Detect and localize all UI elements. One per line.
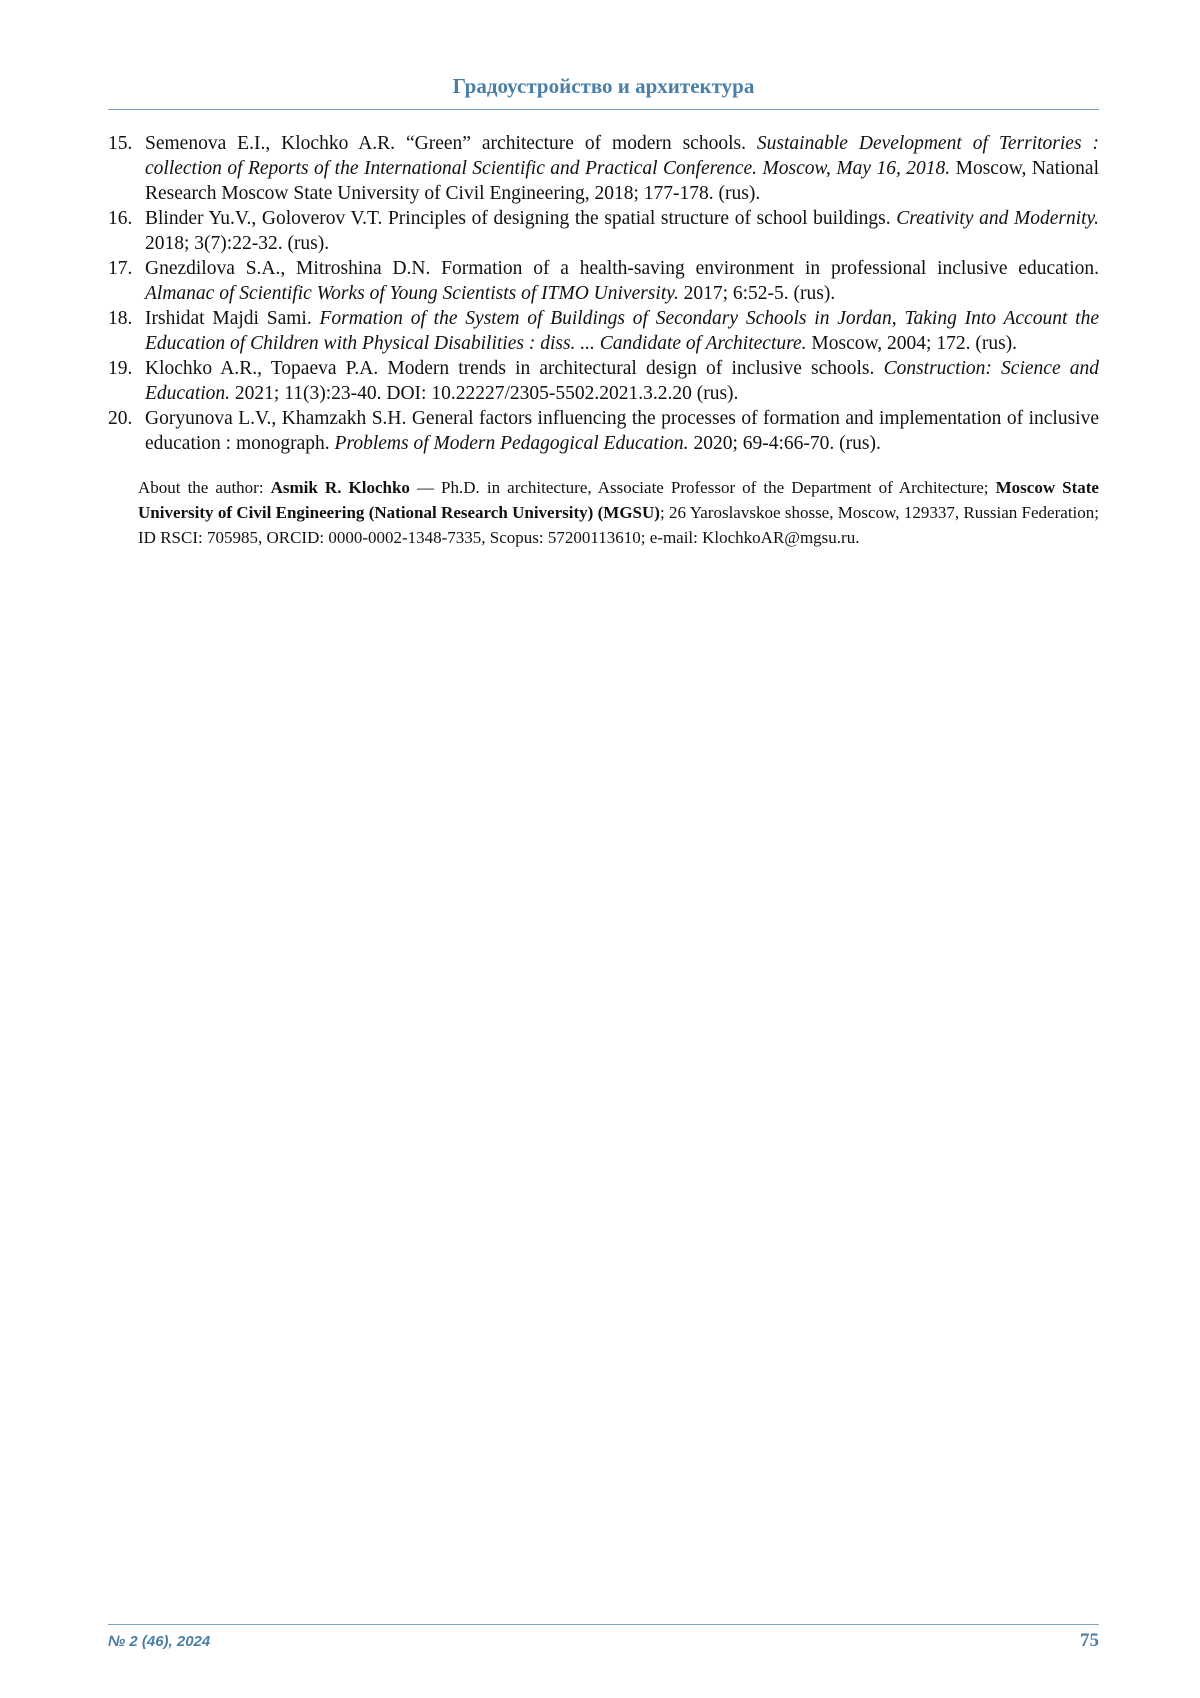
reference-item xyxy=(108,356,1099,406)
reference-text xyxy=(145,356,1099,406)
author-details: ; 26 Yaroslavskoe shosse, Moscow, 129337, Russian Federation; ID RSCI: 705985, ORCID: 0000-0002-1348-7335, Scopus: 57200113610; e-mail: KlochkoAR@mgsu.ru. xyxy=(138,503,1099,547)
reference-number: 19. xyxy=(108,358,133,379)
reference-number: 18. xyxy=(108,308,133,329)
reference-list xyxy=(108,131,1099,456)
page-number: 75 xyxy=(1080,1630,1099,1651)
header-divider xyxy=(108,109,1099,110)
reference-segment: Moscow, 2004; 172. (rus). xyxy=(806,333,1018,354)
author-role: — Ph.D. in architecture, Associate Professor of the Department of Architecture; xyxy=(409,478,996,497)
running-header: Градоустройство и архитектура xyxy=(452,74,755,98)
reference-text xyxy=(145,256,1099,306)
reference-segment: Goryunova L.V., Khamzakh S.H. General factors influencing the processes of formation and implementation of inclusive education : monograph. xyxy=(145,408,1099,454)
reference-segment: 2021; 11(3):23-40. DOI: 10.22227/2305-5502.2021.3.2.20 (rus). xyxy=(230,383,739,404)
author-name: Asmik R. Klochko xyxy=(270,478,410,497)
issue-number: № 2 (46), 2024 xyxy=(108,1633,211,1650)
reference-source-title: Construction: Science and Education. xyxy=(145,358,1100,404)
reference-segment: Blinder Yu.V., Goloverov V.T. Principles of designing the spatial structure of school buildings. xyxy=(145,208,897,229)
reference-number: 15. xyxy=(108,133,133,154)
reference-item xyxy=(108,206,1099,256)
reference-text xyxy=(145,406,1099,456)
reference-source-title: Problems of Modern Pedagogical Education. xyxy=(334,433,689,454)
reference-item xyxy=(108,406,1099,456)
reference-number: 20. xyxy=(108,408,133,429)
footer-divider xyxy=(108,1624,1099,1625)
reference-segment: 2017; 6:52-5. (rus). xyxy=(678,283,836,304)
reference-text xyxy=(145,306,1099,356)
reference-segment: Moscow, National Research Moscow State University of Civil Engineering, 2018; 177-178. (rus). xyxy=(145,158,1099,204)
reference-text xyxy=(145,206,1099,256)
reference-source-title: Sustainable Development of Territories : collection of Reports of the International Scientific and Practical Conference. Moscow, May 16, 2018. xyxy=(145,133,1099,179)
reference-text xyxy=(145,131,1099,206)
reference-item xyxy=(108,306,1099,356)
reference-segment: Semenova E.I., Klochko A.R. “Green” architecture of modern schools. xyxy=(145,133,757,154)
reference-segment: Gnezdilova S.A., Mitroshina D.N. Formation of a health-saving environment in professional inclusive education. xyxy=(145,258,1099,279)
reference-item xyxy=(108,256,1099,306)
reference-number: 17. xyxy=(108,258,133,279)
reference-item xyxy=(108,131,1099,206)
author-prefix: About the author: xyxy=(138,478,271,497)
reference-segment: 2020; 69-4:66-70. (rus). xyxy=(688,433,881,454)
reference-source-title: Formation of the System of Buildings of Secondary Schools in Jordan, Taking Into Account the Education of Children with Physical Disabilities : diss. ... Candidate of Architecture. xyxy=(145,308,1099,354)
author-info xyxy=(138,475,1099,550)
reference-segment: 2018; 3(7):22-32. (rus). xyxy=(145,233,330,254)
reference-number: 16. xyxy=(108,208,133,229)
author-organization: Moscow State University of Civil Engineering (National Research University) (MGSU) xyxy=(138,478,1099,522)
reference-segment: Irshidat Majdi Sami. xyxy=(145,308,320,329)
reference-source-title: Creativity and Modernity. xyxy=(896,208,1099,229)
reference-source-title: Almanac of Scientific Works of Young Scientists of ITMO University. xyxy=(145,283,679,304)
reference-segment: Klochko A.R., Topaeva P.A. Modern trends in architectural design of inclusive schools. xyxy=(145,358,884,379)
